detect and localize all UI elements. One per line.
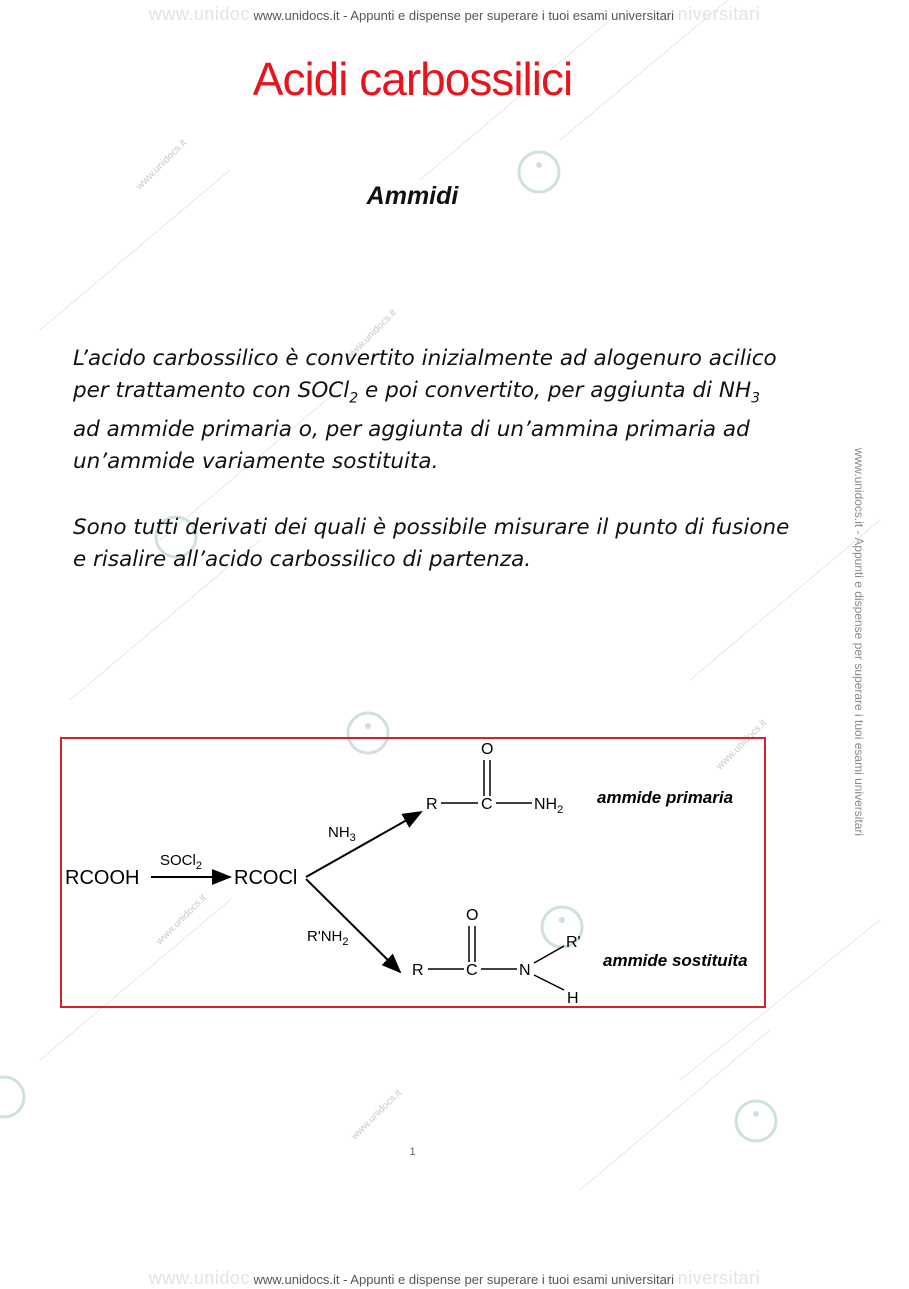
watermark-ghost-right: niversitari — [677, 4, 761, 24]
watermark-ghost-right: niversitari — [677, 1268, 761, 1288]
primary-amide-r: R — [426, 796, 438, 813]
substituted-amide-o: O — [466, 907, 479, 924]
page-title: Acidi carbossilici — [252, 53, 573, 105]
watermark-footer-text: www.unidocs.it - Appunti e dispense per superare i tuoi esami universitari — [253, 1272, 675, 1287]
label-ammide-primaria: ammide primaria — [597, 788, 734, 807]
primary-amide-c: C — [481, 796, 493, 813]
watermark-ghost-left: www.unidoc — [148, 4, 250, 24]
page-number: 1 — [409, 1146, 416, 1158]
socl2-subscript: 2 — [349, 389, 359, 406]
paragraph-intro-part1: L’acido carbossilico è convertito inizialmente ad alogenuro acilico per trattamento con SOCl — [73, 346, 777, 403]
watermark-diagonal: www.unidocs.it — [134, 137, 189, 193]
reagent-rnh2: $R'NH_2$ — [307, 928, 349, 948]
arrow-to-substituted — [306, 879, 400, 972]
substituted-amide-c: C — [466, 962, 478, 979]
intermediate-rcocl: RCOCl — [234, 867, 298, 889]
reactant-rcooh: RCOOH — [65, 867, 140, 889]
paragraph-intro-part3: ad ammide primaria o, per aggiunta di un’ammina primaria ad un’ammide variamente sostituita. — [73, 417, 750, 474]
substituted-amide-rprime: R' — [566, 934, 581, 951]
primary-amide-o: O — [481, 741, 494, 758]
substituted-amide-h: H — [567, 990, 579, 1007]
nh3-subscript: 3 — [751, 389, 761, 406]
section-subtitle: Ammidi — [366, 182, 459, 210]
watermark-header-text: www.unidocs.it - Appunti e dispense per superare i tuoi esami universitari — [253, 8, 675, 23]
substituted-amide-r: R — [412, 962, 424, 979]
primary-amide-nh2: $NH_2$ — [534, 796, 564, 816]
watermark-side-right: www.unidocs.it - Appunti e dispense per superare i tuoi esami universitari — [852, 447, 867, 837]
reagent-nh3: $NH_3$ — [328, 824, 356, 844]
paragraph-intro-part2: e poi convertito, per aggiunta di NH — [358, 377, 752, 403]
watermark-diagonal: www.unidocs.it — [344, 307, 399, 363]
watermark-diagonal: www.unidocs.it — [349, 1087, 404, 1143]
paragraph-derivatives-text: Sono tutti derivati dei quali è possibile misurare il punto di fusione e risalire all’acido carbossilico di partenza. — [73, 515, 790, 572]
arrow-to-primary — [306, 812, 421, 877]
watermark-diagonal: www.unidocs.it — [154, 892, 209, 948]
substituted-amide-n: N — [519, 962, 531, 979]
label-ammide-sostituita: ammide sostituita — [603, 951, 748, 970]
watermark-ghost-left: www.unidoc — [148, 1268, 250, 1288]
reagent-socl2: SOCl$_2$ — [160, 852, 202, 872]
watermark-diagonal: www.unidocs.it — [714, 717, 769, 773]
